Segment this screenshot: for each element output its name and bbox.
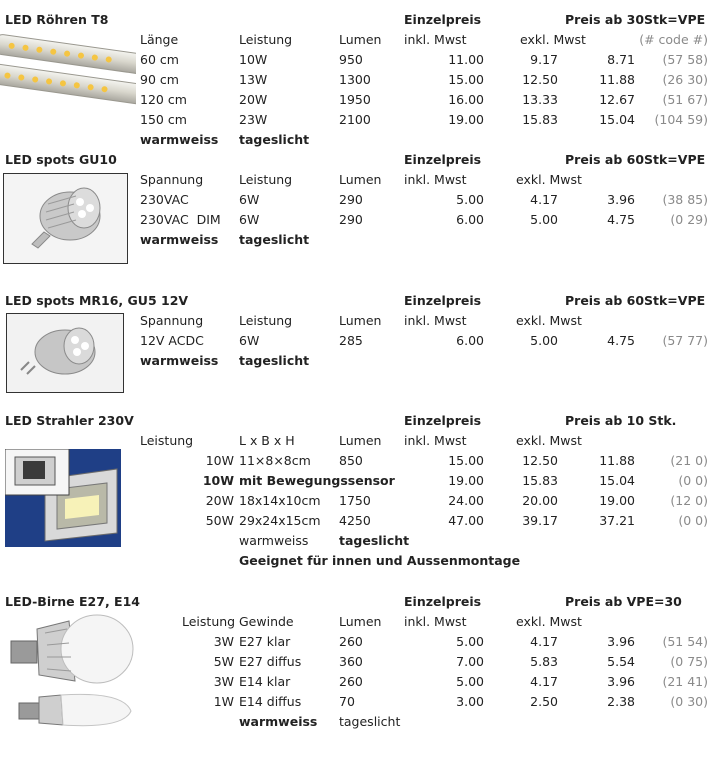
color-note: tageslicht	[239, 353, 310, 368]
table-cell: mit Bewegungssensor	[239, 473, 395, 488]
table-cell: 10W	[202, 473, 234, 488]
table-cell: 3.96	[607, 634, 635, 649]
table-cell: 15.00	[448, 453, 484, 468]
table-cell: 15.83	[522, 473, 558, 488]
table-cell: 2100	[339, 112, 371, 127]
table-cell: 5.00	[456, 192, 484, 207]
column-header: Leistung	[140, 433, 194, 448]
table-cell: 6.00	[456, 212, 484, 227]
column-header: Leistung	[239, 172, 293, 187]
table-cell: 47.00	[448, 513, 484, 528]
table-cell: 4.75	[607, 212, 635, 227]
table-cell: 15.04	[599, 112, 635, 127]
color-note: warmweiss	[140, 353, 219, 368]
table-cell: 13W	[239, 72, 268, 87]
table-cell: 3.00	[456, 694, 484, 709]
table-cell: 19.00	[599, 493, 635, 508]
table-cell: 6W	[239, 333, 260, 348]
color-note: warmweiss	[239, 533, 309, 548]
table-cell: 12.50	[522, 72, 558, 87]
table-cell: 10W	[205, 453, 234, 468]
table-cell: 3.96	[607, 192, 635, 207]
table-cell: 23W	[239, 112, 268, 127]
table-cell: 20W	[205, 493, 234, 508]
table-cell: 5.54	[607, 654, 635, 669]
column-header: inkl. Mwst	[404, 32, 467, 47]
column-header: Spannung	[140, 313, 204, 328]
table-cell: 230VAC	[140, 192, 189, 207]
column-header: exkl. Mwst	[516, 172, 582, 187]
table-cell: 2.50	[530, 694, 558, 709]
price-single-header: Einzelpreis	[404, 413, 482, 428]
column-header: L x B x H	[239, 433, 295, 448]
table-cell: 850	[339, 453, 363, 468]
table-cell: 16.00	[448, 92, 484, 107]
table-cell: 3W	[213, 674, 234, 689]
table-cell: E27 diffus	[239, 654, 302, 669]
table-cell: 90 cm	[140, 72, 179, 87]
price-bulk-header: Preis ab VPE=30	[565, 594, 682, 609]
price-single-header: Einzelpreis	[404, 293, 482, 308]
table-cell: 7.00	[456, 654, 484, 669]
table-cell: 230VAC DIM	[140, 212, 221, 227]
table-cell: 1300	[339, 72, 371, 87]
code-cell: (0 30)	[670, 694, 708, 709]
table-cell: 5.00	[456, 674, 484, 689]
table-cell: 1W	[213, 694, 234, 709]
column-header: exkl. Mwst	[520, 32, 586, 47]
table-cell: 150 cm	[140, 112, 187, 127]
led-tube-t8-image	[0, 30, 136, 122]
table-cell: 13.33	[522, 92, 558, 107]
color-note: warmweiss	[140, 232, 219, 247]
column-header: Leistung	[182, 614, 236, 629]
table-cell: 11×8×8cm	[239, 453, 311, 468]
code-cell: (0 75)	[670, 654, 708, 669]
code-cell: (38 85)	[662, 192, 708, 207]
price-single-header: Einzelpreis	[404, 12, 482, 27]
table-cell: 4.17	[530, 192, 558, 207]
color-note: tageslicht	[239, 132, 310, 147]
table-cell: 19.00	[448, 473, 484, 488]
table-cell: 4.75	[607, 333, 635, 348]
column-header: Lumen	[339, 433, 382, 448]
table-cell: 11.88	[599, 72, 635, 87]
code-cell: (51 54)	[662, 634, 708, 649]
table-cell: 15.04	[599, 473, 635, 488]
table-cell: 290	[339, 212, 363, 227]
code-cell: (26 30)	[662, 72, 708, 87]
table-cell: 5.00	[456, 634, 484, 649]
code-header: (# code #)	[639, 32, 708, 47]
price-single-header: Einzelpreis	[404, 152, 482, 167]
table-cell: 11.00	[448, 52, 484, 67]
code-cell: (57 58)	[662, 52, 708, 67]
table-cell: E14 klar	[239, 674, 291, 689]
price-bulk-header: Preis ab 10 Stk.	[565, 413, 677, 428]
table-cell: 2.38	[607, 694, 635, 709]
code-cell: (0 0)	[678, 513, 708, 528]
column-header: Lumen	[339, 614, 382, 629]
section-title: LED Röhren T8	[5, 12, 109, 27]
table-cell: 285	[339, 333, 363, 348]
section-title: LED Strahler 230V	[5, 413, 134, 428]
table-cell: 5W	[213, 654, 234, 669]
table-cell: 4.17	[530, 634, 558, 649]
code-cell: (0 0)	[678, 473, 708, 488]
table-cell: 6.00	[456, 333, 484, 348]
code-cell: (51 67)	[662, 92, 708, 107]
table-cell: 3W	[213, 634, 234, 649]
table-cell: 4250	[339, 513, 371, 528]
column-header: Gewinde	[239, 614, 294, 629]
table-cell: 5.83	[530, 654, 558, 669]
table-cell: 15.83	[522, 112, 558, 127]
column-header: exkl. Mwst	[516, 313, 582, 328]
price-bulk-header: Preis ab 30Stk=VPE	[565, 12, 706, 27]
table-cell: 11.88	[599, 453, 635, 468]
code-cell: (104 59)	[654, 112, 708, 127]
price-single-header: Einzelpreis	[404, 594, 482, 609]
column-header: inkl. Mwst	[404, 433, 467, 448]
code-cell: (12 0)	[670, 493, 708, 508]
led-spot-gu10-image	[3, 173, 128, 264]
code-cell: (57 77)	[662, 333, 708, 348]
table-cell: 120 cm	[140, 92, 187, 107]
color-note: warmweiss	[239, 714, 318, 729]
price-bulk-header: Preis ab 60Stk=VPE	[565, 152, 706, 167]
table-cell: 60 cm	[140, 52, 179, 67]
section-title: LED spots MR16, GU5 12V	[5, 293, 189, 308]
table-cell: 5.00	[530, 333, 558, 348]
table-cell: 39.17	[522, 513, 558, 528]
column-header: Lumen	[339, 313, 382, 328]
code-cell: (21 41)	[662, 674, 708, 689]
table-cell: 9.17	[530, 52, 558, 67]
column-header: Spannung	[140, 172, 204, 187]
led-floodlight-image	[5, 449, 121, 547]
table-cell: 29x24x15cm	[239, 513, 321, 528]
column-header: inkl. Mwst	[404, 313, 467, 328]
table-cell: 290	[339, 192, 363, 207]
table-cell: 6W	[239, 192, 260, 207]
section-title: LED-Birne E27, E14	[5, 594, 140, 609]
table-cell: E27 klar	[239, 634, 291, 649]
table-cell: 20.00	[522, 493, 558, 508]
table-cell: 3.96	[607, 674, 635, 689]
table-cell: 15.00	[448, 72, 484, 87]
table-cell: 6W	[239, 212, 260, 227]
table-cell: 10W	[239, 52, 268, 67]
column-header: exkl. Mwst	[516, 614, 582, 629]
table-cell: 12.50	[522, 453, 558, 468]
table-cell: 20W	[239, 92, 268, 107]
color-note: tageslicht	[239, 232, 310, 247]
led-spot-mr16-image	[6, 313, 124, 393]
table-cell: 1750	[339, 493, 371, 508]
table-cell: 37.21	[599, 513, 635, 528]
column-header: Lumen	[339, 172, 382, 187]
column-header: Leistung	[239, 313, 293, 328]
table-cell: 260	[339, 674, 363, 689]
table-cell: 260	[339, 634, 363, 649]
table-cell: 18x14x10cm	[239, 493, 321, 508]
table-cell: 5.00	[530, 212, 558, 227]
table-cell: 70	[339, 694, 355, 709]
table-cell: E14 diffus	[239, 694, 302, 709]
table-cell: 12V ACDC	[140, 333, 204, 348]
table-cell: 4.17	[530, 674, 558, 689]
table-cell: 50W	[205, 513, 234, 528]
section-title: LED spots GU10	[5, 152, 117, 167]
table-cell: 12.67	[599, 92, 635, 107]
column-header: inkl. Mwst	[404, 172, 467, 187]
table-cell: 19.00	[448, 112, 484, 127]
column-header: Leistung	[239, 32, 293, 47]
table-cell: 24.00	[448, 493, 484, 508]
code-cell: (0 29)	[670, 212, 708, 227]
led-bulb-image	[5, 611, 135, 759]
code-cell: (21 0)	[670, 453, 708, 468]
mounting-note: Geeignet für innen und Aussenmontage	[239, 553, 521, 568]
column-header: exkl. Mwst	[516, 433, 582, 448]
color-note: warmweiss	[140, 132, 219, 147]
color-note: tageslicht	[339, 533, 410, 548]
table-cell: 1950	[339, 92, 371, 107]
table-cell: 8.71	[607, 52, 635, 67]
column-header: Länge	[140, 32, 179, 47]
table-cell: 360	[339, 654, 363, 669]
table-cell: 950	[339, 52, 363, 67]
price-bulk-header: Preis ab 60Stk=VPE	[565, 293, 706, 308]
color-note: tageslicht	[339, 714, 401, 729]
column-header: inkl. Mwst	[404, 614, 467, 629]
column-header: Lumen	[339, 32, 382, 47]
